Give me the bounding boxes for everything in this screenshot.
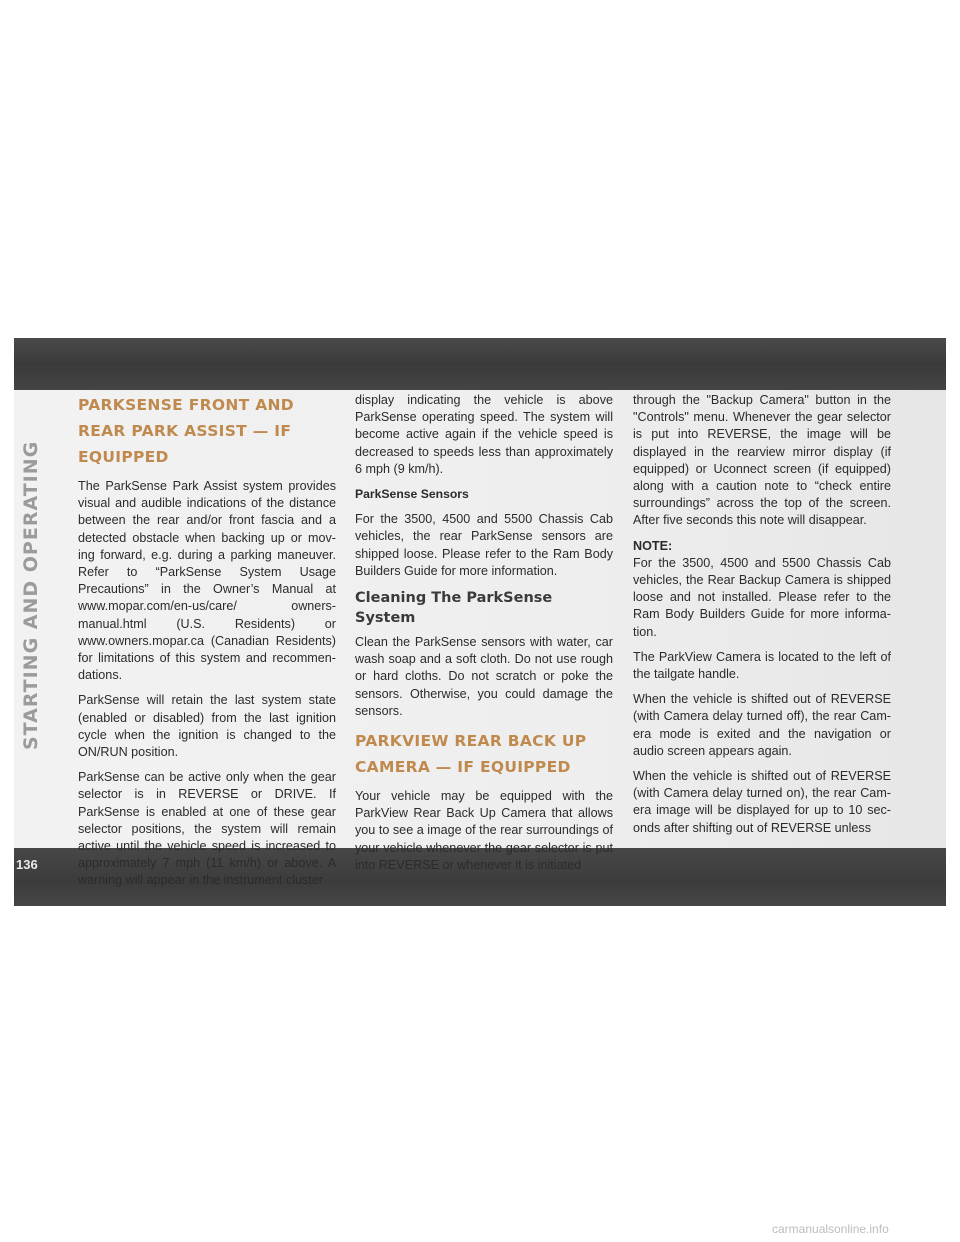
parkview-intro-paragraph: Your vehicle may be equipped with the ParkView Rear Back Up Camera that allows you to see a image of the rear surroundings of your vehicle whenever the gear selector is put into REVERSE or whenever it is initiated	[355, 789, 613, 872]
cleaning-heading: Cleaning The ParkSense System	[355, 590, 553, 627]
camera-location-paragraph: The ParkView Camera is located to the left of the tailgate handle.	[633, 649, 891, 682]
column-3	[633, 392, 891, 845]
parksense-active-paragraph: ParkSense can be active only when the gear selector is in REVERSE or DRIVE. If ParkSense is enabled at one of these gear selector positions, the system will remain active until the vehicle speed is increased to approximately 7 mph (11 km/h) or above. A warning will appear in the instrument cluster	[78, 770, 336, 888]
parksense-speed-paragraph: display indicating the vehicle is above ParkSense operating speed. The system will become active again if the vehicle speed is decreased to speeds less than approximately 6 mph (9 km/h).	[355, 393, 613, 476]
page-number: 136	[16, 857, 38, 872]
camera-delay-off-paragraph: When the vehicle is shifted out of REVERSE (with Camera delay turned off), the rear Cam-era mode is exited and the navigation or audio screen appears again.	[633, 692, 891, 758]
column-1	[78, 392, 336, 898]
parkview-heading: PARKVIEW REAR BACK UP CAMERA — IF EQUIPPED	[355, 732, 587, 777]
parksense-heading: PARKSENSE FRONT AND REAR PARK ASSIST — IF EQUIPPED	[78, 396, 294, 466]
note-label: NOTE:	[633, 538, 673, 553]
parksense-sensors-paragraph: For the 3500, 4500 and 5500 Chassis Cab vehicles, the rear ParkSense sensors are shipped loose. Please refer to the Ram Body Builders Guide for more information.	[355, 512, 613, 578]
cleaning-paragraph: Clean the ParkSense sensors with water, car wash soap and a soft cloth. Do not use rough or hard cloths. Do not scratch or poke the sensors. Otherwise, you could damage the sensors.	[355, 635, 613, 718]
backup-camera-paragraph: through the "Backup Camera" button in the "Controls" menu. Whenever the gear selector is put into REVERSE, the image will be displayed in the rearview mirror display (if equipped) or Uconnect screen (if equipped) along with a caution note to “check entire surroundings” across the top of the screen. After five seconds this note will disappear.	[633, 393, 891, 528]
note-paragraph: For the 3500, 4500 and 5500 Chassis Cab vehicles, the Rear Backup Camera is shipped loose and not installed. Please refer to the Ram Body Builders Guide for more informa-tion.	[633, 555, 891, 639]
watermark-text: carmanualsonline.info	[772, 1222, 889, 1236]
parksense-state-paragraph: ParkSense will retain the last system state (enabled or disabled) from the last ignition cycle when the ignition is changed to the ON/RUN position.	[78, 693, 336, 760]
parksense-intro-paragraph: The ParkSense Park Assist system provides visual and audible indications of the distance between the rear and/or front fascia and a detected obstacle when backing up or mov-ing forward, e.g. during a parking maneuver. Refer to “ParkSense System Usage Precautions” in the Owner’s Manual at www.mopar.com/en-us/care/ owners-manual.html (U.S. Residents) or www.owners.mopar.ca (Canadian Residents) for limitations of this system and recommen-dations.	[78, 479, 336, 683]
camera-delay-on-paragraph: When the vehicle is shifted out of REVERSE (with Camera delay turned on), the rear Cam-era image will be displayed for up to 10 sec-onds after shifting out of REVERSE unless	[633, 769, 891, 835]
parksense-sensors-subheading: ParkSense Sensors	[355, 487, 469, 502]
column-2	[355, 392, 613, 882]
section-side-label: STARTING AND OPERATING	[20, 440, 42, 750]
header-band	[14, 338, 946, 390]
